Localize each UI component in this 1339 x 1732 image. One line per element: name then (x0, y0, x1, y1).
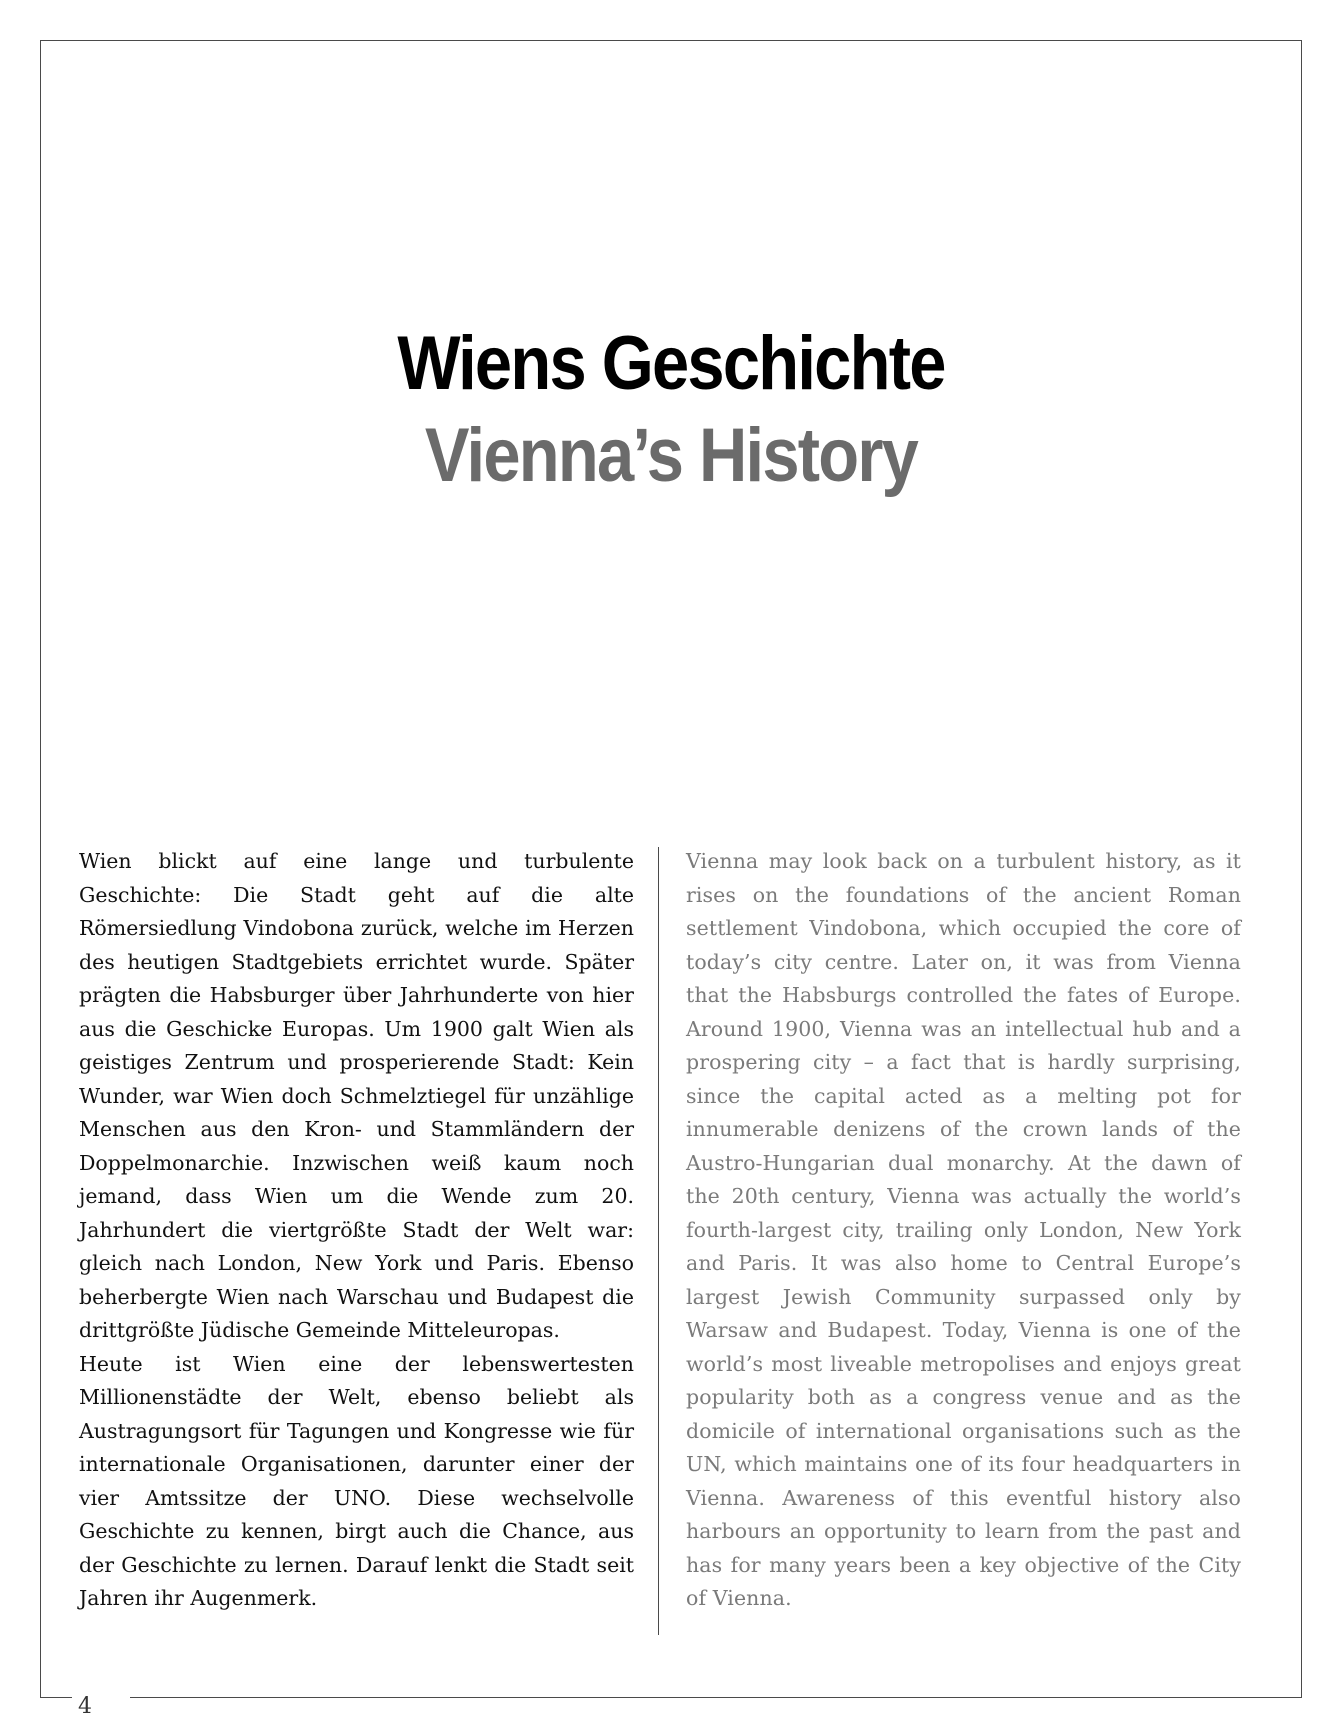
page-title-english: Vienna’s History (424, 413, 918, 498)
english-text-column (686, 845, 1241, 1616)
column-divider (658, 847, 659, 1635)
title-block (40, 318, 1302, 502)
page-number: 4 (78, 1694, 92, 1719)
german-paragraph-2: Heute ist Wien eine der lebenswertesten Millionenstädte der Welt, ebenso beliebt als Austragungsort für Tagungen und Kongresse wie für internationale Organisationen, darunter einer der vier Amtssitze der UNO. Diese wechselvolle Geschichte zu kennen, birgt auch die Chance, aus der Geschichte zu lernen. Darauf lenkt die Stadt seit Jahren ihr Augenmerk. (79, 1351, 634, 1610)
german-text-column (79, 845, 634, 1616)
page-frame-bottom-right-rule (130, 1697, 1302, 1698)
page-frame-bottom-left-rule (40, 1697, 72, 1698)
english-paragraph-1: Vienna may look back on a turbulent history, as it rises on the foundations of the ancient Roman settlement Vindobona, which occupied the core of today’s city centre. Later on, it was from Vienna that the Habsburgs controlled the fates of Europe. Around 1900, Vienna was an intellectual hub and a prospering city – a fact that is hardly surprising, since the capital acted as a melting pot for innumerable denizens of the crown lands of the Austro-Hungarian dual monarchy. At the dawn of the 20th century, Vienna was actually the world’s fourth-largest city, trailing only London, New York and Paris. It was also home to Central Europe’s largest Jewish Community surpassed only by Warsaw and Budapest. Today, Vienna is one of the world’s most liveable metropolises and enjoys great popularity both as a congress venue and as the domicile of international organisations such as the UN, which maintains one of its four headquarters in Vienna. Awareness of this eventful history also harbours an opportunity to learn from the past and has for many years been a key objective of the City of Vienna. (686, 849, 1241, 1610)
german-paragraph-1: Wien blickt auf eine lange und turbulente Geschichte: Die Stadt geht auf die alte Römersiedlung Vindobona zurück, welche im Herzen des heutigen Stadtgebiets errichtet wurde. Später prägten die Habsburger über Jahrhunderte von hier aus die Geschicke Europas. Um 1900 galt Wien als geistiges Zentrum und prosperierende Stadt: Kein Wunder, war Wien doch Schmelztiegel für unzählige Menschen aus den Kron- und Stammländern der Doppelmonarchie. Inzwischen weiß kaum noch jemand, dass Wien um die Wende zum 20. Jahrhundert die viertgrößte Stadt der Welt war: gleich nach London, New York und Paris. Ebenso beherbergte Wien nach Warschau und Budapest die drittgrößte Jüdische Gemeinde Mitteleuropas. (79, 849, 634, 1342)
page-title-german: Wiens Geschichte (397, 321, 945, 406)
